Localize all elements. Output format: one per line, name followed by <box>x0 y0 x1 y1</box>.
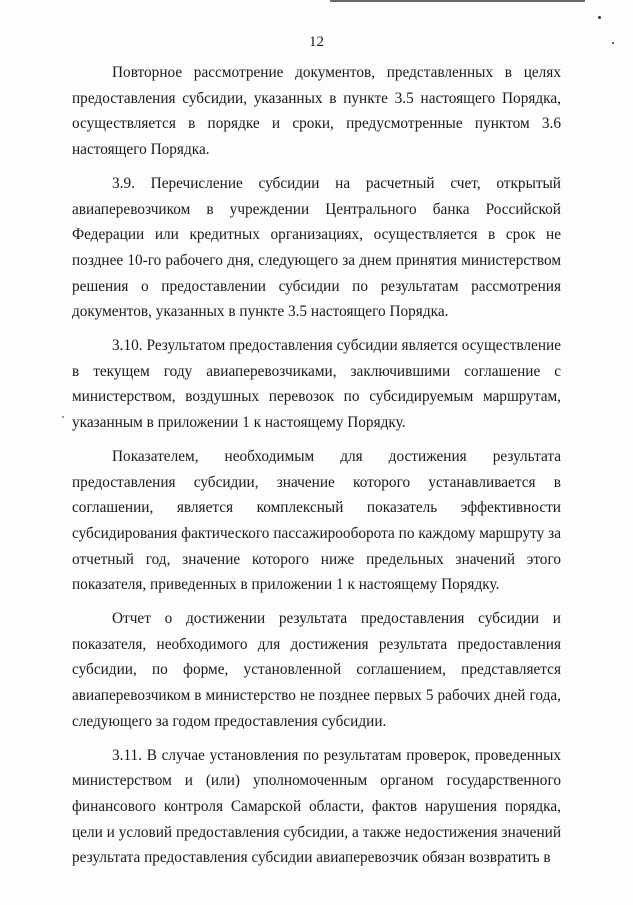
scan-speck <box>62 416 64 418</box>
paragraph-3-11: 3.11. В случае установления по результатам проверок, проведенных министерством и (или) уполномоченным органом государственного финансового контроля Самарской области, фактов нарушения порядка, цели и условий предоставления субсидии, а также недостижения значений результата предоставления субсидии авиаперевозчик обязан возвратить в <box>72 746 561 867</box>
paragraph-indicator: Показателем, необходимым для достижения результата предоставления субсидии, значение которого устанавливается в соглашении, является комплексный показатель эффективности субсидирования фактического пассажирооборота по каждому маршруту за отчетный год, значение которого ниже предельных значений этого показателя, приведенных в приложении 1 к настоящему Порядку. <box>72 447 561 594</box>
paragraph-resubmission: Повторное рассмотрение документов, представленных в целях предоставления субсидии, указанных в пункте 3.5 настоящего Порядка, осуществляется в порядке и сроки, предусмотренные пунктом 3.6 настоящего Порядка. <box>72 64 561 159</box>
document-body <box>72 60 561 879</box>
paragraph-3-9: 3.9. Перечисление субсидии на расчетный счет, открытый авиаперевозчиком в учреждении Центрального банка Российской Федерации или кредитных организациях, осуществляется в срок не позднее 10-го рабочего дня, следующего за днем принятия министерством решения о предоставлении субсидии по результатам рассмотрения документов, указанных в пункте 3.5 настоящего Порядка. <box>72 174 561 321</box>
scan-speck <box>598 16 601 19</box>
paragraph-3-10: 3.10. Результатом предоставления субсидии является осуществление в текущем году авиаперевозчиками, заключившими соглашение с министерством, воздушных перевозок по субсидируемым маршрутам, указанным в приложении 1 к настоящему Порядку. <box>72 337 561 432</box>
page-number: 12 <box>309 34 324 50</box>
paragraph-report: Отчет о достижении результата предоставления субсидии и показателя, необходимого для достижения результата предоставления субсидии, по форме, установленной соглашением, представляется авиаперевозчиком в министерство не позднее первых 5 рабочих дней года, следующего за годом предоставления субсидии. <box>72 610 561 730</box>
top-edge-rule <box>330 0 585 2</box>
